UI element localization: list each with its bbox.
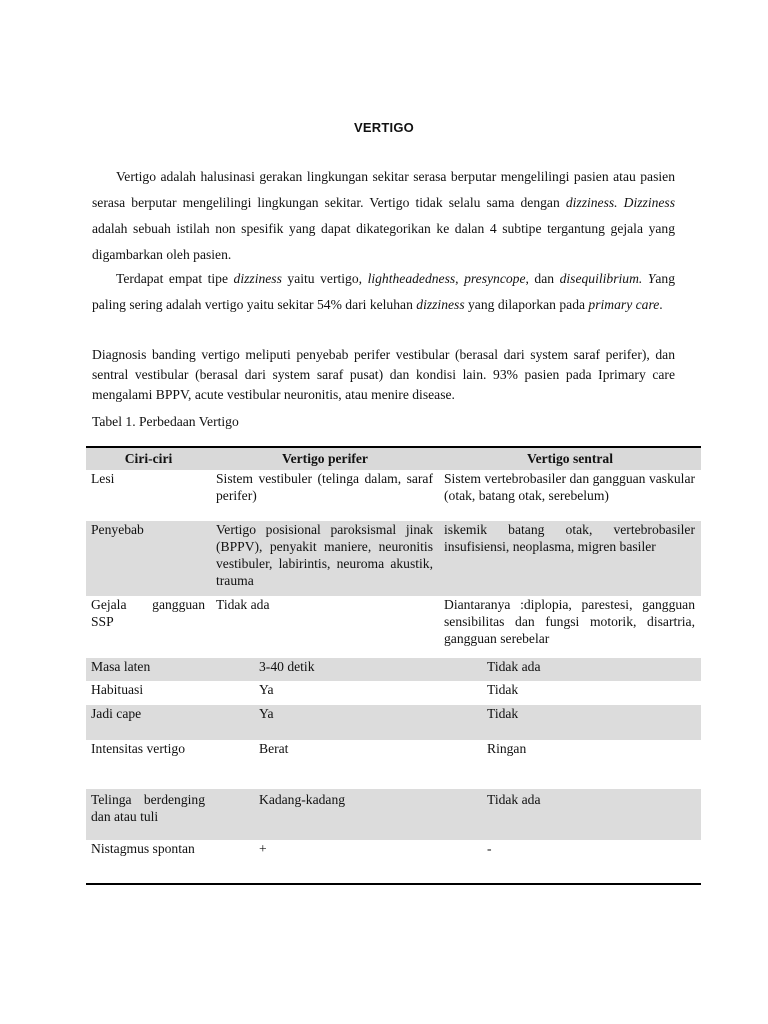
header-vertigo-perifer: Vertigo perifer <box>211 447 439 470</box>
table-row <box>86 596 701 658</box>
cell-sentral: Tidak <box>439 705 701 740</box>
paragraph-emphasis: lightheadedness <box>367 271 456 286</box>
row-label: Jadi cape <box>86 705 211 740</box>
table-row <box>86 740 701 789</box>
paragraph-text: adalah sebuah istilah non spesifik yang dapat dikategorikan ke dalan 4 subtipe tergantung gejala yang digambarkan oleh pasien. <box>92 221 675 262</box>
paragraph-text: yaitu vertigo, <box>281 271 368 286</box>
cell-sentral: Ringan <box>487 741 527 756</box>
table-header-row <box>86 447 701 470</box>
paragraph-text: . <box>659 297 663 312</box>
paragraph-text: Vertigo adalah halusinasi gerakan lingkungan sekitar serasa berputar mengelilingi pasien atau pasien serasa berputar mengelilingi lingkungan sekitar. Vertigo tidak selalu sama dengan <box>92 169 675 210</box>
table-row <box>86 840 701 884</box>
row-label: Nistagmus spontan <box>86 840 211 884</box>
paragraph-definition <box>92 164 675 268</box>
header-vertigo-sentral: Vertigo sentral <box>439 447 701 470</box>
table-row <box>86 658 701 681</box>
paragraph-text: Terdapat empat tipe <box>116 271 234 286</box>
table-row <box>86 681 701 705</box>
table-row <box>86 470 701 520</box>
cell-perifer: Ya <box>259 682 274 697</box>
cell-perifer: Tidak ada <box>216 597 270 612</box>
cell-perifer: 3-40 detik <box>211 658 439 681</box>
cell-sentral: Sistem vertebrobasiler dan gangguan vaskular (otak, batang otak, serebelum) <box>444 471 695 503</box>
header-ciri-ciri: Ciri-ciri <box>86 447 211 470</box>
paragraph-emphasis: presyncope <box>464 271 526 286</box>
vertigo-comparison-table <box>86 446 701 885</box>
cell-perifer: Ya <box>211 705 439 740</box>
cell-sentral: Tidak ada <box>439 789 701 840</box>
paragraph-types <box>92 266 675 318</box>
cell-perifer: Kadang-kadang <box>211 789 439 840</box>
row-label: Lesi <box>91 471 115 486</box>
paragraph-text: yang dilaporkan pada <box>464 297 589 312</box>
paragraph-text: , dan <box>525 271 560 286</box>
table-caption: Tabel 1. Perbedaan Vertigo <box>92 414 239 429</box>
cell-sentral: iskemik batang otak, vertebrobasiler insufisiensi, neoplasma, migren basiler <box>439 520 701 596</box>
table-row <box>86 705 701 740</box>
paragraph-diagnosis: Diagnosis banding vertigo meliputi penyebab perifer vestibular (berasal dari system saraf perifer), dan sentral vestibular (berasal dari system saraf pusat) dan kondisi lain. 93% pasien pada Iprimary care mengalami BPPV, acute vestibular neuronitis, atau menire disease. <box>92 347 675 402</box>
row-label: Telinga berdenging dan atau tuli <box>86 789 211 840</box>
paragraph-emphasis: dizziness. Dizziness <box>565 195 676 210</box>
cell-perifer: + <box>211 840 439 884</box>
row-label: Habituasi <box>91 682 144 697</box>
cell-sentral: - <box>439 840 701 884</box>
cell-perifer: Sistem vestibuler (telinga dalam, saraf perifer) <box>216 471 433 503</box>
cell-sentral: Tidak <box>487 682 519 697</box>
row-label: Intensitas vertigo <box>91 741 186 756</box>
paragraph-text: ang paling sering adalah vertigo yaitu sekitar 54% dari keluhan <box>92 271 676 312</box>
cell-perifer: Vertigo posisional paroksismal jinak (BPPV), penyakit maniere, neuronitis vestibuler, labirintis, neuroma akustik, trauma <box>211 520 439 596</box>
paragraph-emphasis: disequilibrium. Y <box>559 271 656 286</box>
paragraph-emphasis: dizziness <box>416 297 465 312</box>
paragraph-text: , <box>455 271 465 286</box>
paragraph-emphasis: dizziness <box>233 271 282 286</box>
table-row <box>86 789 701 840</box>
document-title: VERTIGO <box>354 120 414 135</box>
table-row <box>86 520 701 596</box>
cell-sentral: Diantaranya :diplopia, parestesi, gangguan sensibilitas dan fungsi motorik, disartria, gangguan serebelar <box>444 597 695 646</box>
cell-perifer: Berat <box>259 741 289 756</box>
row-label: Penyebab <box>86 520 211 596</box>
cell-sentral: Tidak ada <box>439 658 701 681</box>
row-label: Gejala gangguan SSP <box>91 597 205 629</box>
row-label: Masa laten <box>86 658 211 681</box>
paragraph-emphasis: primary care <box>588 297 660 312</box>
